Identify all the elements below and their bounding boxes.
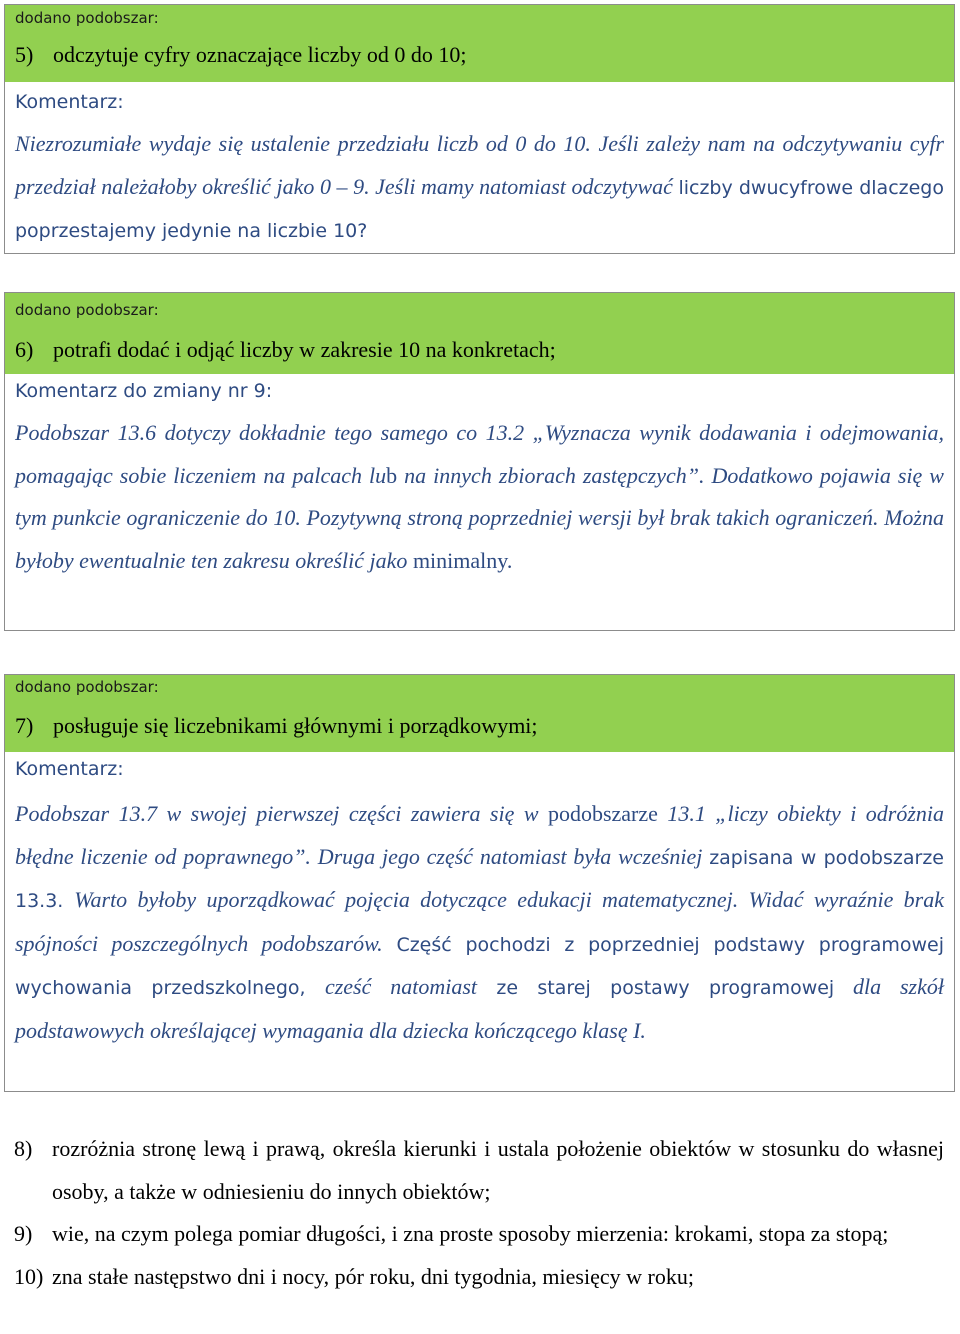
- list-item-text: wie, na czym polega pomiar długości, i zna proste sposoby mierzenia: krokami, stopa za stopą;: [52, 1221, 889, 1246]
- subarea-item: [15, 35, 944, 75]
- item-text: potrafi dodać i odjąć liczby w zakresie 10 na konkretach;: [53, 337, 556, 362]
- comment-text: Niezrozumiałe wydaje się ustalenie przedziału liczb od 0 do 10. Jeśli zależy nam na odczytywaniu cyfr przedział należałoby określić jako 0 – 9. Jeśli mamy natomiast odczytywać liczby dwucyfrowe dlaczego poprzestajemy jedynie na liczbie 10?: [15, 131, 944, 242]
- item-number: 5): [15, 42, 34, 67]
- list-item-text: zna stałe następstwo dni i nocy, pór roku, dni tygodnia, miesięcy w roku;: [52, 1263, 694, 1289]
- item-number: 6): [15, 337, 34, 362]
- item-text: odczytuje cyfry oznaczające liczby od 0 do 10;: [53, 42, 467, 67]
- added-subarea-label: dodano podobszar:: [15, 9, 159, 27]
- comment-text: Podobszar 13.7 w swojej pierwszej części zawiera się w podobszarze 13.1 „liczy obiekty i odróżnia błędne liczenie od poprawnego”. Druga jego część natomiast była wcześniej zapisana w podobszarze 13.3. Warto byłoby uporządkować pojęcia dotyczące edukacji matematycznej. Widać wyraźnie brak spójności poszczególnych podobszarów. Część pochodzi z poprzedniej podstawy programowej wychowania przedszkolnego, cześć natomiast ze starej postawy programowej dla szkół podstawowych określającej wymagania dla dziecka kończącego klasę I.: [15, 801, 945, 1043]
- added-subarea-header: [5, 293, 954, 374]
- list-item-number: 8): [14, 1136, 33, 1161]
- comment-label: Komentarz:: [15, 758, 124, 780]
- list-item-number: 9): [14, 1221, 33, 1246]
- subarea-item: [15, 705, 944, 747]
- list-item: [14, 1213, 944, 1256]
- item-text: posługuje się liczebnikami głównymi i porządkowymi;: [53, 713, 538, 738]
- list-item-number: 10): [14, 1263, 44, 1289]
- added-subarea-header: [5, 675, 954, 752]
- comment-box-6: [4, 292, 955, 631]
- subarea-item: [15, 329, 944, 371]
- list-item-text: rozróżnia stronę lewą i prawą, określa kierunki i ustala położenie obiektów w stosunku do własnej osoby, a także w odniesieniu do innych obiektów;: [52, 1136, 944, 1204]
- comment-box-5: [4, 4, 955, 254]
- comment-text: Podobszar 13.6 dotyczy dokładnie tego samego co 13.2 „Wyznacza wynik dodawania i odejmowania, pomagając sobie liczeniem na palcach lub na innych zbiorach zastępczych”. Dodatkowo pojawia się w tym punkcie ograniczenie do 10. Pozytywną stroną poprzedniej wersji był brak takich ograniczeń. Można byłoby ewentualnie ten zakresu określić jako minimalny.: [15, 420, 944, 573]
- item-number: 7): [15, 713, 34, 738]
- comment-box-7: [4, 674, 955, 1092]
- added-subarea-label: dodano podobszar:: [15, 301, 159, 319]
- added-subarea-label: dodano podobszar:: [15, 678, 159, 696]
- comment-label: Komentarz do zmiany nr 9:: [15, 380, 273, 402]
- list-item: [14, 1256, 944, 1299]
- added-subarea-header: [5, 5, 954, 82]
- requirements-list: [14, 1128, 944, 1298]
- comment-label: Komentarz:: [15, 91, 124, 113]
- list-item: [14, 1128, 944, 1213]
